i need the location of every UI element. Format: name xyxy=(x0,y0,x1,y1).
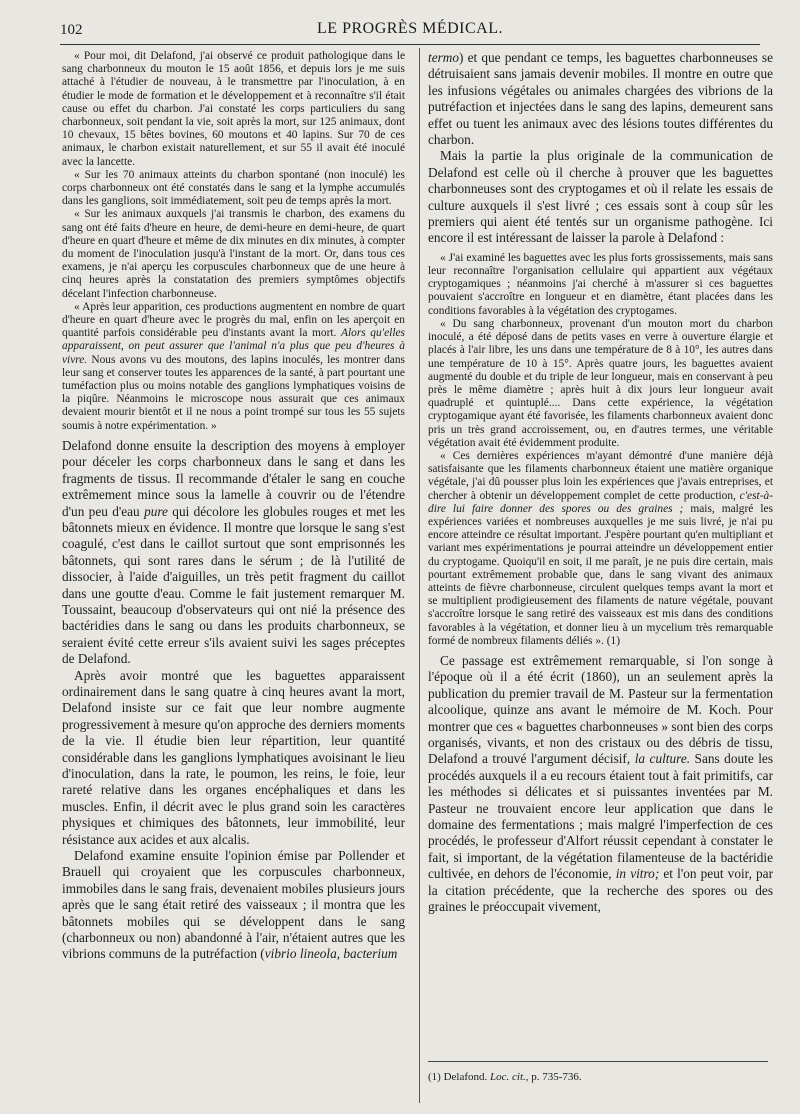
body-paragraph: Mais la partie la plus originale de la communication de Delafond est celle où il cherche à prouver que les baguettes charbonneuses sont des cryptogames et où il relate les essais de culture auxquels il s'est livré ; ces essais sont à coup sûr les premiers qui aient été tentés sur un organisme pathogène. Ici encore il est intéressant de laisser la parole à Delafond : xyxy=(428,148,773,246)
right-column xyxy=(428,50,773,1108)
quote-paragraph: « J'ai examiné les baguettes avec les plus forts grossissements, mais sans leur reconnaître l'organisation cellulaire qui appartient aux végétaux cryptogamiques ; néanmoins j'ai cherché à m'assurer si ces baguettes pouvaient s'accroître en longueur et en diamètre, étant placées dans les conditions favorables à la végétation des cryptogames. xyxy=(428,251,773,317)
quote-paragraph: « Sur les animaux auxquels j'ai transmis le charbon, des examens du sang ont été faits d'heure en heure, de demi-heure en demi-heure, de quart d'heure en quart d'heure et même de dix minutes en dix minutes, à compter du moment de l'inoculation jusqu'à l'instant de la mort. Or, dans tous ces examens, je n'ai aperçu les corpuscules charbonneux que de une heure à cinq heures après la constatation des premiers symptômes objectifs décelant l'infection charbonneuse. xyxy=(62,208,405,300)
left-column xyxy=(62,50,405,1108)
quote-paragraph: « Après leur apparition, ces productions augmentent en nombre de quart d'heure en quart d'heure avec le progrès du mal, enfin on les aperçoit en quantité parfois considérable peu d'instants avant la mort. Alors qu'elles apparaissent, on peut assurer que l'animal n'a plus que peu d'heures à vivre. Nous avons vu des moutons, des lapins inoculés, les montrer dans leur sang et conserver toutes les apparences de la santé, à part pourtant une tuméfaction plus ou moins notable des ganglions lymphatiques voisins de la piqûre. Néanmoins le microscope nous assurait que ces animaux devaient mourir bientôt et il ne nous a point trompé sur tous les 55 sujets soumis à notre expérimentation. » xyxy=(62,300,405,432)
body-paragraph: Delafond examine ensuite l'opinion émise par Pollender et Brauell qui croyaient que les corpuscules charbonneux, immobiles dans le sang frais, devenaient mobiles plusieurs jours après que le sang était retiré des vaisseaux ; il montra que les bâtonnets mobiles qui se développent dans le sang (charbonneux ou non) abandonné à l'air, n'étaient autres que les vibrions communs de la putréfaction (vibrio lineola, bacterium xyxy=(62,848,405,962)
quote-paragraph: « Du sang charbonneux, provenant d'un mouton mort du charbon inoculé, a été déposé dans de petits vases en verre à ouverture élargie et placés à l'air libre, les uns dans une température de 8 à 10°, les autres dans une température de 10 à 15°. Après quatre jours, les baguettes avaient augmenté du double et du triple de leur longueur, mais en conservant à peu près le même diamètre ; après huit à dix jours leur longueur avait quadruplé et quintuplé.... Dans cette expérience, la végétation cryptogamique ayant été favorisée, les filaments charbonneux avaient donc pris un très grand accroissement, ou, en d'autres termes, une véritable végétation avait été évidemment produite. xyxy=(428,317,773,449)
quote-paragraph: « Ces dernières expériences m'ayant démontré d'une manière déjà satisfaisante que les filaments charbonneux étaient une matière organique végétale, j'ai dû pousser plus loin les expériences que j'avais entreprises, et chercher à obtenir un développement complet de cette production, c'est-à-dire lui faire donner des spores ou des graines ; mais, malgré les expériences variées et nombreuses auxquelles je me suis livré, je n'ai pu encore atteindre ce résultat important. J'espère pourtant qu'en multipliant et variant mes expérimentations je pourrai atteindre un développement entier du cryptogame. Quoiqu'il en soit, il me paraît, je ne puis dire certain, mais pourtant extrêmement probable que, dans le sang vivant des animaux atteints de fièvre charbonneuse, circulent quelques temps avant la mort et se multiplient prodigieusement des filaments de nature végétale, pouvant s'accroître lorsque le sang retiré des vaisseaux est mis dans des conditions favorables à la végétation, et donner lieu à un mycelium très remarquable formé de nombreux filaments déliés ». (1) xyxy=(428,449,773,647)
footnote-divider xyxy=(428,1061,768,1062)
body-paragraph: Après avoir montré que les baguettes apparaissent ordinairement dans le sang quatre à cinq heures avant la mort, Delafond insiste sur ce fait que leur nombre augmente progressivement à mesure qu'on approche des derniers moments de la vie. Il étudie bien leur répartition, leur quantité considérable dans les ganglions lymphatiques avoisinant le lieu d'inoculation, dans la rate, le poumon, les reins, le foie, leur rareté relative dans les organes encéphaliques et dans les muscles. Enfin, il décrit avec le plus grand soin les caractères physiques et chimiques des bâtonnets, leur immobilité, leur résistance aux acides et aux alcalis. xyxy=(62,667,405,847)
quote-paragraph: « Pour moi, dit Delafond, j'ai observé ce produit pathologique dans le sang charbonneux du mouton le 15 août 1856, et depuis lors je me suis attaché à l'étudier de nouveau, à le transmettre par l'inoculation, à en étudier le mode de formation et le développement et à reconnaître s'il était cause ou effet du charbon. J'ai constaté les corps particuliers du sang charbonneux, soit pendant la vie, soit après la mort, sur 125 animaux, dont 10 chevaux, 15 bêtes bovines, 60 moutons et 40 lapins. Sur 70 de ces animaux, le charbon existait naturellement, et sur 55 il avait été inoculé avec la lancette. xyxy=(62,50,405,168)
footnote: (1) Delafond. Loc. cit., p. 735-736. xyxy=(428,1071,582,1083)
column-divider xyxy=(419,48,420,1103)
body-paragraph: Delafond donne ensuite la description des moyens à employer pour déceler les corps charbonneux dans le sang et dans les fragments de tissus. Il recommande d'étaler le sang en couche extrêmement mince sous la lamelle à couvrir ou de l'étendre d'un peu d'eau pure qui décolore les globules rouges et met les bâtonnets mieux en évidence. Il montre que lorsque le sang s'est coagulé, c'est dans le caillot surtout que sont emprisonnés les bâtonnets, qui sont rares dans le sérum ; de là l'utilité de dissocier, à l'aide d'aiguilles, un très petit fragment du caillot dans une goutte d'eau. Comme le fait justement remarquer M. Toussaint, beaucoup d'observateurs qui ont nié la présence des bactéridies dans le sang ou dans les produits charbonneux, se seraient évité cette erreur s'ils avaient suivi les sages préceptes de Delafond. xyxy=(62,437,405,667)
body-paragraph: Ce passage est extrêmement remarquable, si l'on songe à l'époque où il a été écrit (1860), un an seulement après la publication du premier travail de M. Pasteur sur la fermentation alcoolique, quinze ans avant le mémoire de M. Koch. Pour montrer que ces « baguettes charbonneuses » sont bien des corps organisés, vivants, et non des cristaux ou des débris de tissu, Delafond a trouvé l'argument décisif, la culture. Sans doute les procédés auxquels il a eu recours étaient tout à fait primitifs, car les méthodes si délicates et si puissantes inventées par M. Pasteur ne trouvaient encore leur application que dans le domaine des fermentations ; mais malgré l'imperfection de ces procédés, le professeur d'Alfort réussit cependant à constater le fait, si important, de la végétation filamenteuse de la bactéridie cultivée, en dehors de l'économie, in vitro; et l'on peut voir, par la citation précédente, que la recherche des spores ou des graines le préoccupait vivement, xyxy=(428,652,773,915)
body-paragraph: termo) et que pendant ce temps, les baguettes charbonneuses se détruisaient sans jamais devenir mobiles. Il montre en outre que les infusions végétales ou animales chargées des vibrions de la putréfaction et injectées dans le sang des lapins, demeurent sans effet ou tuent les animaux avec des lésions toutes différentes du charbon. xyxy=(428,50,773,148)
page-number: 102 xyxy=(60,22,83,38)
quote-paragraph: « Sur les 70 animaux atteints du charbon spontané (non inoculé) les corps charbonneux ont été constatés dans le sang et la lymphe accumulés dans les ganglions, soit immédiatement, soit peu de temps après la mort. xyxy=(62,168,405,208)
running-title: LE PROGRÈS MÉDICAL. xyxy=(317,20,503,37)
page-header xyxy=(60,18,760,45)
